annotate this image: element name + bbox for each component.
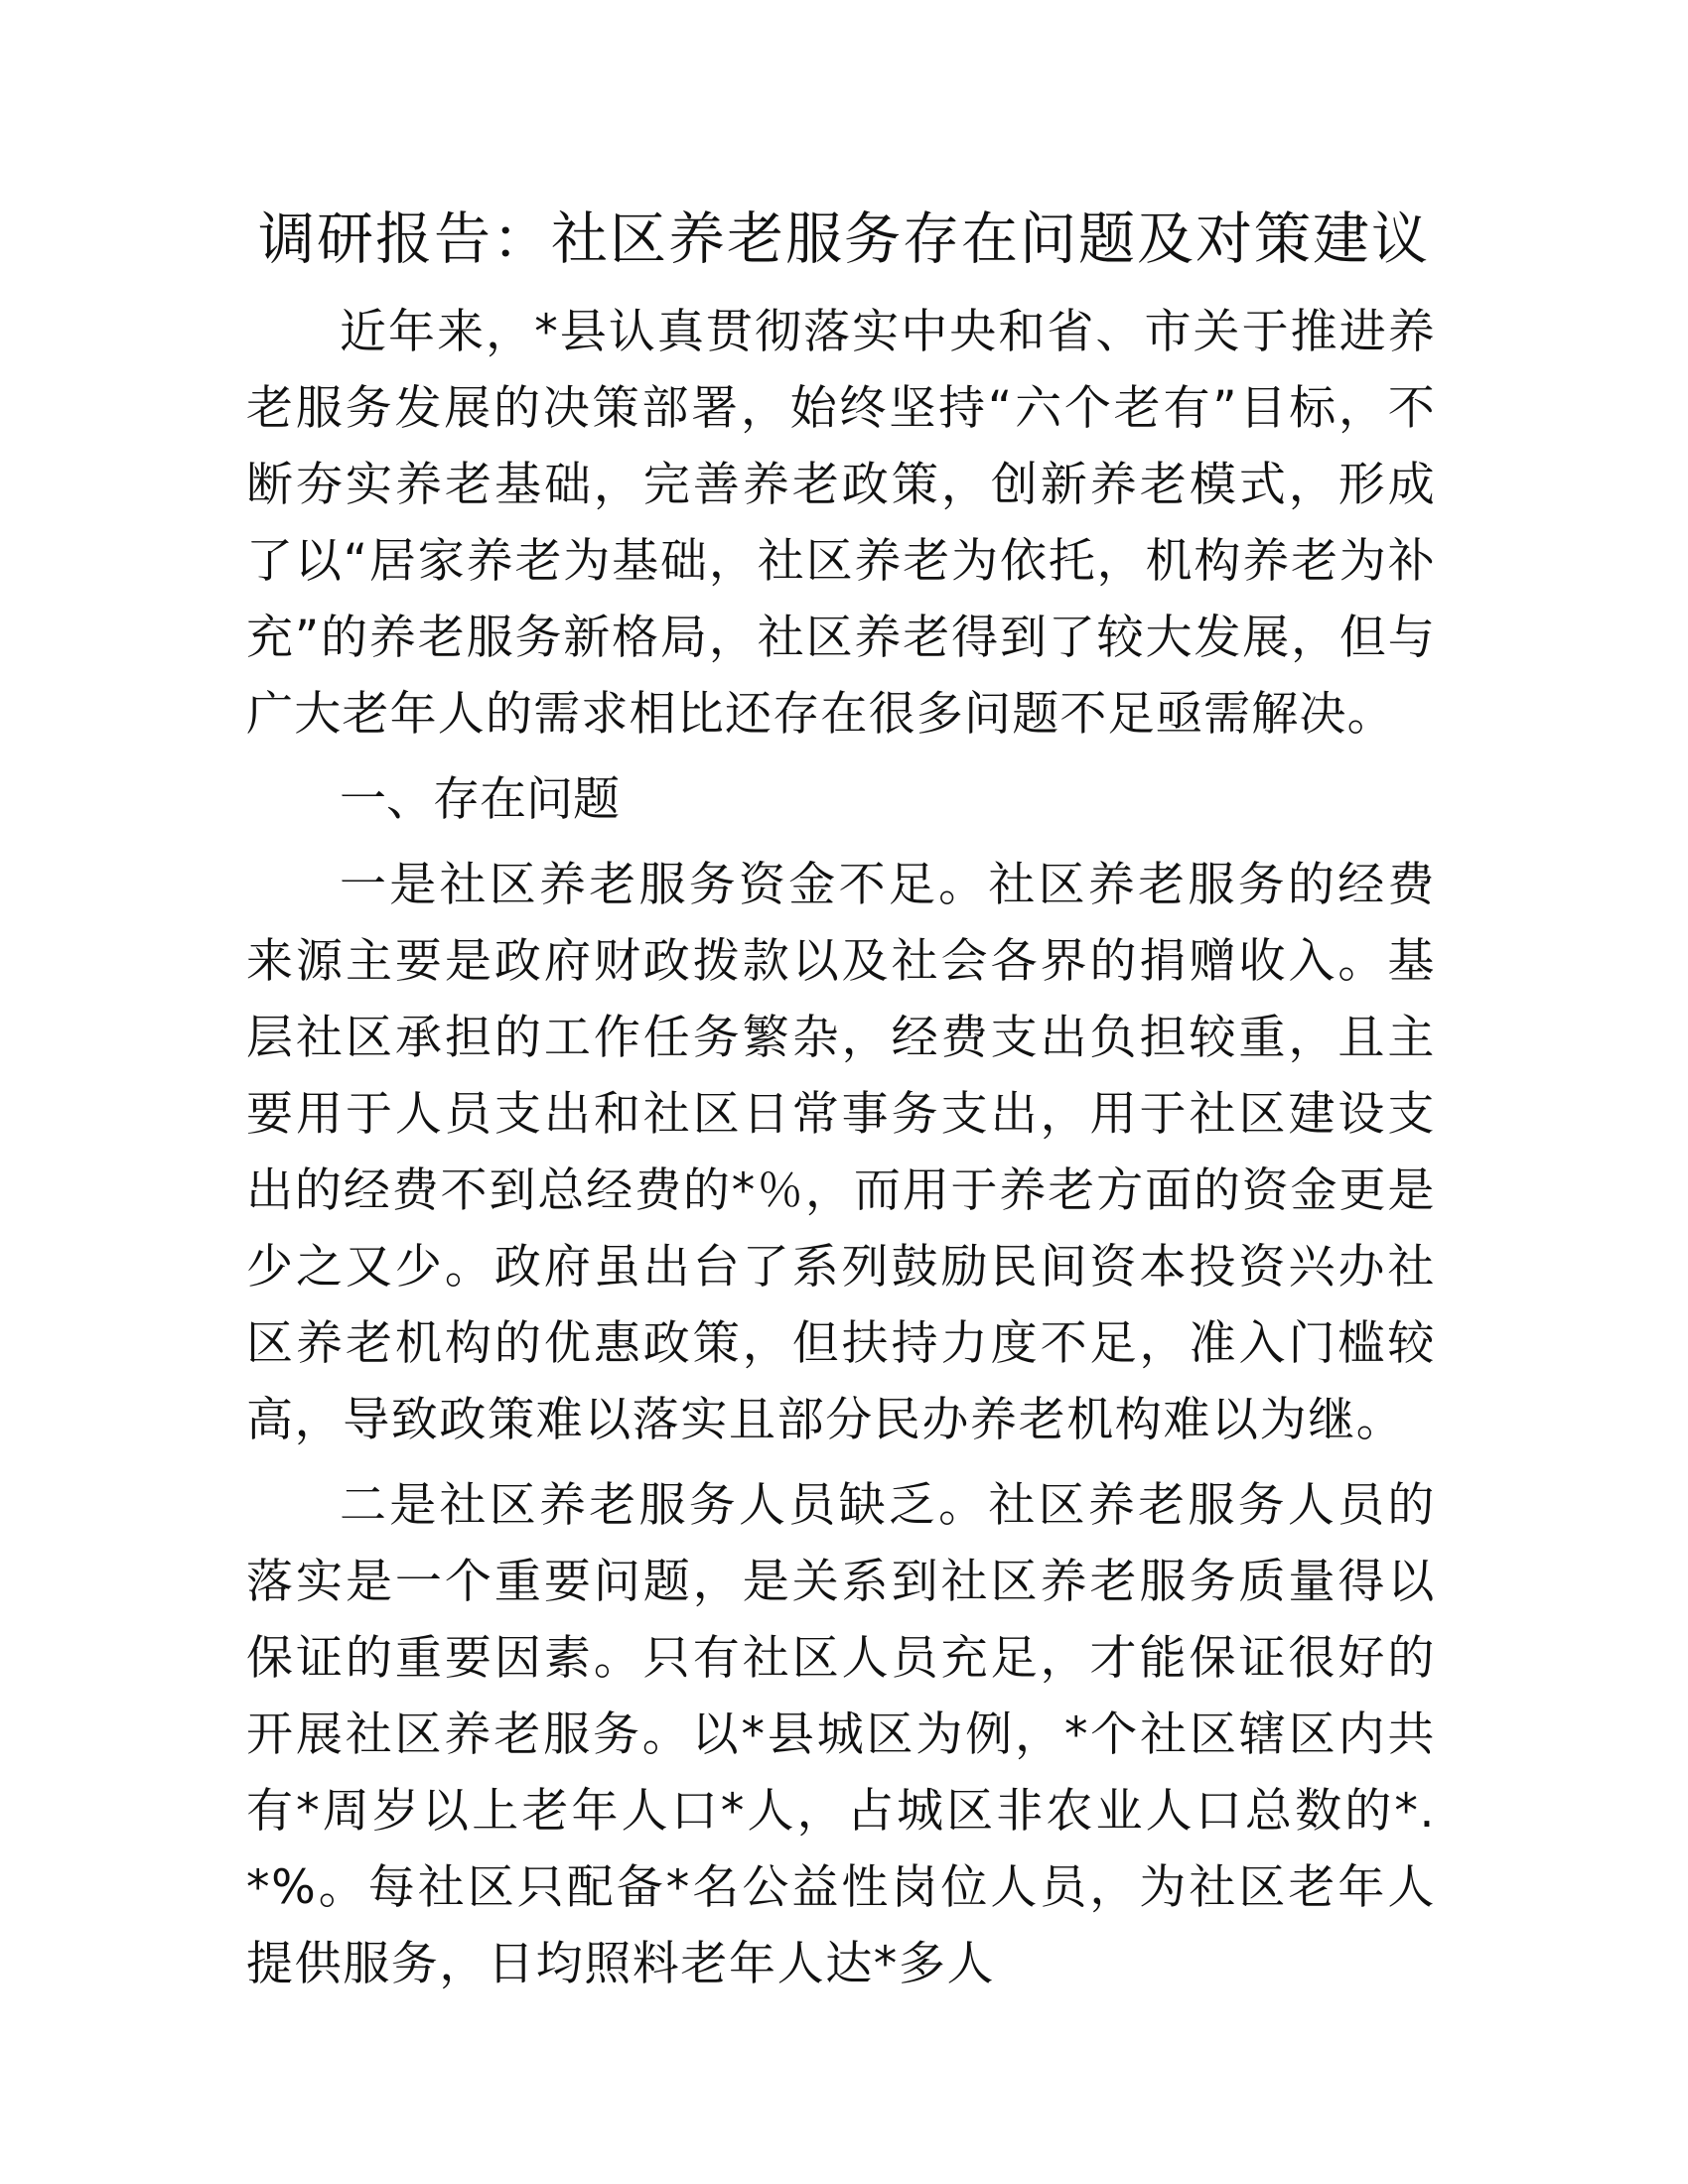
document-title: 调研报告：社区养老服务存在问题及对策建议 xyxy=(258,206,1430,272)
problem-one-paragraph: 一是社区养老服务资金不足。社区养老服务的经费来源主要是政府财政拨款以及社会各界的捐赠收入。基层社区承担的工作任务繁杂，经费支出负担较重，且主要用于人员支出和社区日常事务支出，用于社区建设支出的经费不到总经费的*％，而用于养老方面的资金更是少之又少。政府虽出台了系列鼓励民间资本投资兴办社区养老机构的优惠政策，但扶持力度不足，准入门槛较高，导致政策难以落实且部分民办养老机构难以为继。 xyxy=(246,858,1436,1447)
intro-paragraph: 近年来，*县认真贯彻落实中央和省、市关于推进养老服务发展的决策部署，始终坚持“六个老有”目标，不断夯实养老基础，完善养老政策，创新养老模式，形成了以“居家养老为基础，社区养老为依托，机构养老为补充”的养老服务新格局，社区养老得到了较大发展，但与广大老年人的需求相比还存在很多问题不足亟需解决。 xyxy=(246,305,1436,742)
section-heading-problems: 一、存在问题 xyxy=(340,772,620,827)
document-body xyxy=(246,294,1436,2002)
problem-two-paragraph: 二是社区养老服务人员缺乏。社区养老服务人员的落实是一个重要问题，是关系到社区养老服务质量得以保证的重要因素。只有社区人员充足，才能保证很好的开展社区养老服务。以*县城区为例，*个社区辖区内共有*周岁以上老年人口*人，占城区非农业人口总数的*.*%。每社区只配备*名公益性岗位人员，为社区老年人提供服务，日均照料老年人达*多人 xyxy=(246,1478,1436,1991)
